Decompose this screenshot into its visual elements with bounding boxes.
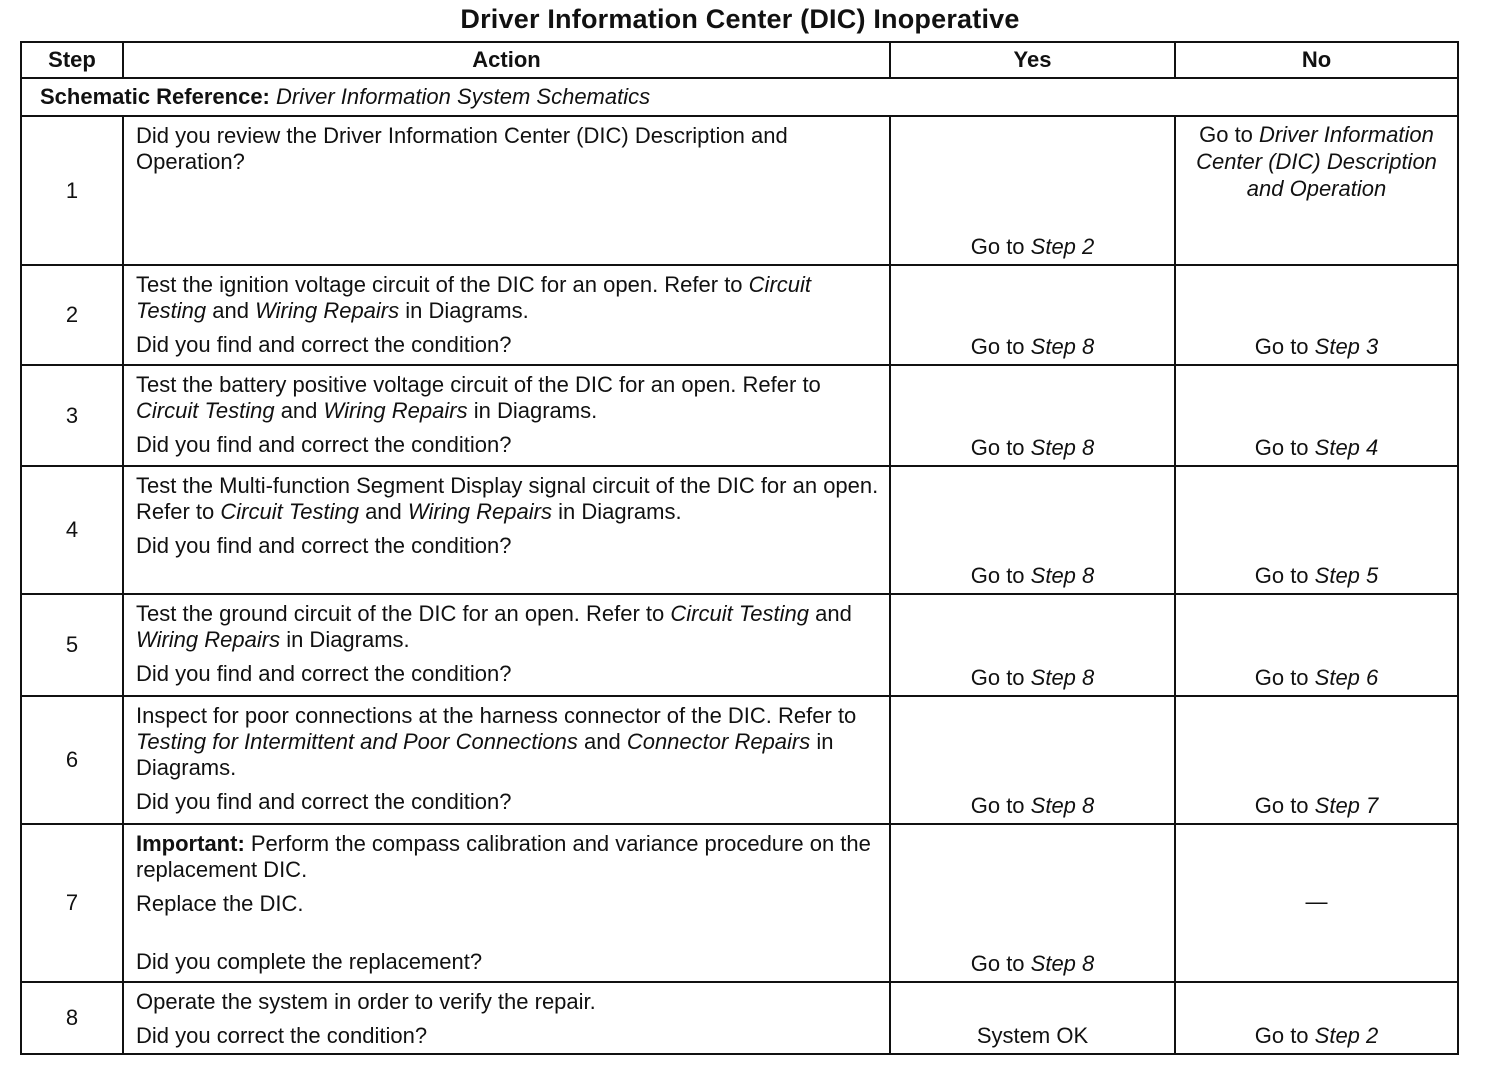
yes-result[interactable]: Go to Step 8 [890,466,1175,594]
table-row [21,466,1458,594]
yes-result[interactable]: Go to Step 8 [890,824,1175,982]
no-result[interactable]: Go to Step 7 [1175,696,1458,824]
step-number: 1 [21,116,123,265]
schematic-link[interactable]: Driver Information System Schematics [276,84,651,109]
yes-result[interactable]: Go to Step 8 [890,594,1175,696]
table-row [21,696,1458,824]
step-number: 6 [21,696,123,824]
action-text: Operate the system in order to verify the repair. Did you correct the condition? [123,982,890,1054]
no-result: — [1175,824,1458,982]
diagnostic-table [20,41,1459,1055]
schematic-reference [21,78,1458,116]
yes-result[interactable]: Go to Step 8 [890,365,1175,466]
no-result[interactable]: Go to Step 3 [1175,265,1458,365]
action-text: Important: Perform the compass calibration and variance procedure on the replacement DIC. Replace the DIC. Did you complete the replacement? [123,824,890,982]
schematic-reference-row [21,78,1458,116]
no-result[interactable]: Go to Driver Information Center (DIC) Description and Operation [1175,116,1458,265]
schematic-label: Schematic Reference: [40,84,270,109]
step-number: 5 [21,594,123,696]
table-row [21,365,1458,466]
header-action: Action [123,42,890,78]
no-result[interactable]: Go to Step 2 [1175,982,1458,1054]
yes-result[interactable]: System OK [890,982,1175,1054]
page-title: Driver Information Center (DIC) Inoperative [460,4,1020,34]
yes-result[interactable]: Go to Step 2 [890,116,1175,265]
step-number: 3 [21,365,123,466]
no-result[interactable]: Go to Step 5 [1175,466,1458,594]
action-text: Did you review the Driver Information Center (DIC) Description and Operation? [123,116,890,265]
no-result[interactable]: Go to Step 6 [1175,594,1458,696]
step-number: 2 [21,265,123,365]
header-step: Step [21,42,123,78]
yes-result[interactable]: Go to Step 8 [890,696,1175,824]
step-number: 8 [21,982,123,1054]
table-row [21,594,1458,696]
action-text: Test the ignition voltage circuit of the DIC for an open. Refer to Circuit Testing and Wiring Repairs in Diagrams. Did you find and correct the condition? [123,265,890,365]
table-row [21,116,1458,265]
action-text: Test the Multi-function Segment Display signal circuit of the DIC for an open. Refer to Circuit Testing and Wiring Repairs in Diagrams. Did you find and correct the condition? [123,466,890,594]
action-text: Test the ground circuit of the DIC for an open. Refer to Circuit Testing and Wiring Repairs in Diagrams. Did you find and correct the condition? [123,594,890,696]
table-row [21,982,1458,1054]
table-row [21,824,1458,982]
action-text: Test the battery positive voltage circuit of the DIC for an open. Refer to Circuit Testing and Wiring Repairs in Diagrams. Did you find and correct the condition? [123,365,890,466]
header-no: No [1175,42,1458,78]
header-row [21,42,1458,78]
action-text: Inspect for poor connections at the harness connector of the DIC. Refer to Testing for Intermittent and Poor Connections and Connector Repairs in Diagrams. Did you find and correct the condition? [123,696,890,824]
table-row [21,265,1458,365]
header-yes: Yes [890,42,1175,78]
step-number: 4 [21,466,123,594]
step-number: 7 [21,824,123,982]
yes-result[interactable]: Go to Step 8 [890,265,1175,365]
no-result[interactable]: Go to Step 4 [1175,365,1458,466]
